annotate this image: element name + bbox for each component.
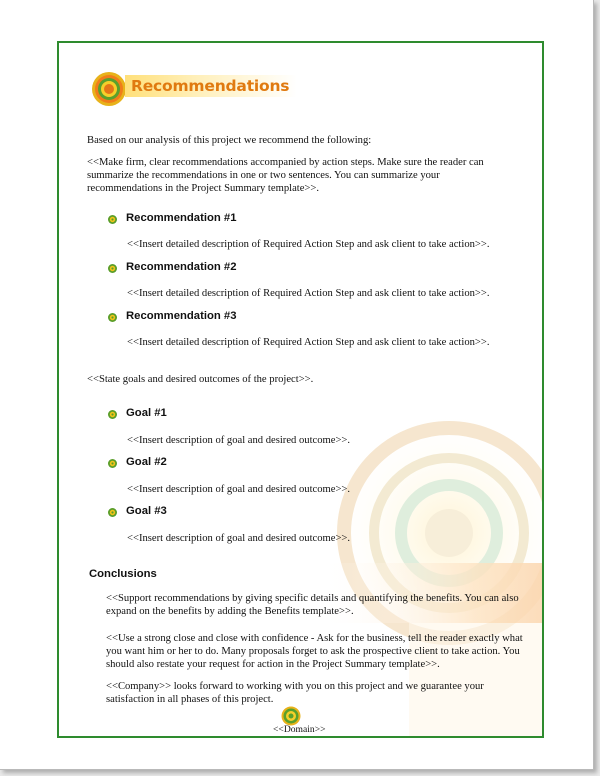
sun-logo-icon <box>91 71 127 107</box>
sun-bullet-icon <box>108 410 117 419</box>
footer-domain: <<Domain>> <box>273 724 326 735</box>
goal-2-desc: <<Insert description of goal and desired outcome>>. <box>127 484 351 495</box>
page-border-frame <box>57 41 544 738</box>
goal-3-title: Goal #3 <box>126 505 167 517</box>
sun-bullet-icon <box>108 459 117 468</box>
sun-bullet-icon <box>108 215 117 224</box>
recommendation-1-desc: <<Insert detailed description of Required Action Step and ask client to take action>>. <box>127 239 490 250</box>
sun-bullet-icon <box>108 313 117 322</box>
instruction-text: <<Make firm, clear recommendations accompanied by action steps. Make sure the reader can summarize the recommendations in one or two sentences. You can summarize your recommendations in the Project Summary template>>. <box>87 157 484 194</box>
goal-3-desc: <<Insert description of goal and desired outcome>>. <box>127 533 351 544</box>
conclusions-heading: Conclusions <box>89 568 157 580</box>
recommendation-2-desc: <<Insert detailed description of Required Action Step and ask client to take action>>. <box>127 288 490 299</box>
sun-bullet-icon <box>108 264 117 273</box>
recommendation-1-title: Recommendation #1 <box>126 212 237 224</box>
goal-2-title: Goal #2 <box>126 456 167 468</box>
sun-bullet-icon <box>108 508 117 517</box>
recommendation-3-desc: <<Insert detailed description of Required Action Step and ask client to take action>>. <box>127 337 490 348</box>
goal-1-desc: <<Insert description of goal and desired outcome>>. <box>127 435 351 446</box>
conclusion-paragraph-2: <<Use a strong close and close with confidence - Ask for the business, tell the reader exactly what you want him or her to do. Many proposals forget to ask the prospective client to take action. You should also restate your request for action in the Project Summary template>>. <box>106 633 523 670</box>
page-title: Recommendations <box>125 75 297 97</box>
recommendation-3-title: Recommendation #3 <box>126 310 237 322</box>
goal-1-title: Goal #1 <box>126 407 167 419</box>
conclusion-paragraph-1: <<Support recommendations by giving specific details and quantifying the benefits. You can also expand on the benefits by adding the Benefits template>>. <box>106 593 519 617</box>
sun-logo-icon <box>281 706 301 726</box>
recommendation-2-title: Recommendation #2 <box>126 261 237 273</box>
conclusion-paragraph-3: <<Company>> looks forward to working with you on this project and we guarantee your satisfaction in all phases of this project. <box>106 681 484 705</box>
goals-intro-text: <<State goals and desired outcomes of the project>>. <box>87 374 314 385</box>
intro-text: Based on our analysis of this project we recommend the following: <box>87 135 372 146</box>
